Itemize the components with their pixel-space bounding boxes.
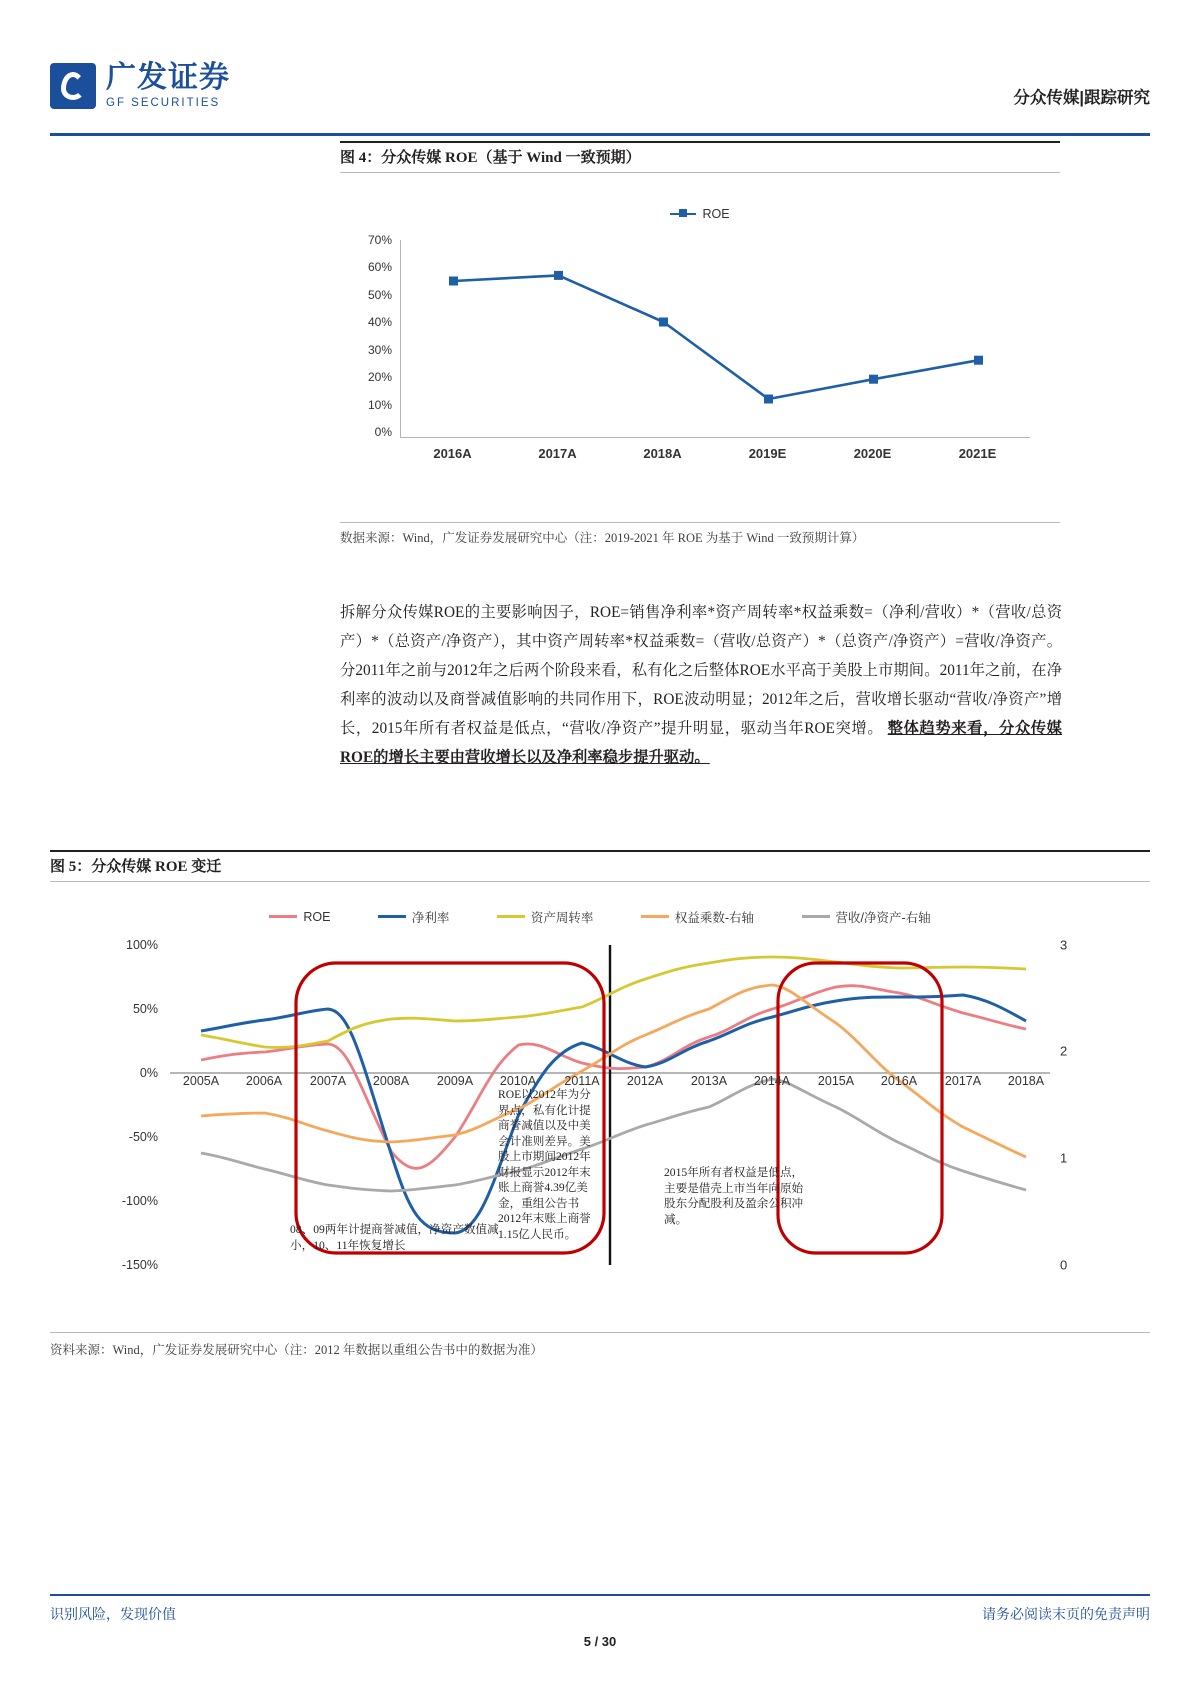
figure5-plot-frame — [170, 945, 1050, 1265]
footer-slogan: 识别风险，发现价值 — [50, 1608, 176, 1623]
figure5-legend — [50, 907, 1150, 926]
figure4-top-rule — [340, 141, 1060, 143]
figure5-plot — [50, 937, 1150, 1287]
x-tick-2017A: 2017A — [944, 1074, 982, 1088]
legend-swatch-asset-turnover-icon — [497, 915, 525, 918]
y2-left-tick-100: 100% — [126, 938, 158, 952]
y2-right-tick-1: 1 — [1060, 1150, 1068, 1166]
figure4-title: 图 4：分众传媒 ROE（基于 Wind 一致预期） — [340, 150, 641, 166]
x-tick-2016A: 2016A — [880, 1074, 918, 1088]
legend-label: ROE — [702, 206, 730, 221]
x-tick-2: 2018A — [643, 446, 682, 461]
figure5-chart-area — [50, 885, 1150, 1305]
y-tick-0: 0% — [374, 425, 392, 439]
legend-item-roe — [670, 207, 729, 221]
y-tick-60: 60% — [367, 260, 392, 275]
legend-label: ROE — [303, 909, 331, 924]
x-tick-2008A: 2008A — [372, 1074, 410, 1088]
y2-left-tick-n50: -50% — [128, 1130, 158, 1144]
brand-logo — [50, 62, 230, 110]
y2-left-tick-50: 50% — [132, 1002, 158, 1016]
y2-left-tick-n100: -100% — [121, 1194, 158, 1208]
y-tick-20: 20% — [367, 370, 392, 385]
annotation-right: 2015年所有者权益是低点，主要是借壳上市当年向原始股东分配股利及盈余公积冲减。 — [664, 1166, 804, 1226]
legend-item-roe — [269, 910, 330, 924]
x-tick-3: 2019E — [748, 446, 787, 461]
y-tick-50: 50% — [367, 287, 392, 302]
x-tick-2015A: 2015A — [817, 1074, 855, 1088]
legend-label: 权益乘数-右轴 — [674, 910, 755, 925]
x-tick-4: 2020E — [853, 446, 892, 461]
figure4-legend — [340, 204, 1060, 221]
figure5-series-svg — [170, 945, 1050, 1265]
header-divider — [50, 133, 1150, 136]
legend-swatch-roe-icon — [269, 915, 297, 918]
report-series-title: 分众传媒|跟踪研究 — [1013, 89, 1150, 107]
legend-label: 净利率 — [411, 910, 450, 925]
x-tick-2006A: 2006A — [245, 1074, 283, 1088]
figure4-plot-frame — [400, 240, 1030, 438]
x-tick-5: 2021E — [958, 446, 997, 461]
body-paragraph — [340, 598, 1062, 772]
legend-item-net-margin — [378, 908, 450, 926]
y2-right-tick-3: 3 — [1060, 937, 1068, 953]
legend-label: 资产周转率 — [530, 910, 594, 925]
y2-left-tick-0: 0% — [139, 1066, 158, 1080]
legend-swatch-revenue-equity-icon — [802, 915, 830, 918]
x-tick-2009A: 2009A — [436, 1074, 474, 1088]
x-tick-2010A: 2010A — [499, 1074, 537, 1088]
legend-item-revenue-equity — [802, 908, 931, 926]
x-tick-2012A: 2012A — [626, 1074, 664, 1088]
legend-swatch-line-icon — [670, 213, 696, 216]
x-tick-2007A: 2007A — [309, 1074, 347, 1088]
gf-logo-icon — [50, 63, 96, 109]
page-number: 5 / 30 — [583, 1634, 617, 1649]
y-tick-10: 10% — [367, 397, 392, 412]
x-tick-0: 2016A — [433, 446, 472, 461]
x-tick-2014A: 2014A — [753, 1074, 791, 1088]
paragraph-emphasis: 整体趋势来看，分众传媒ROE的增长主要由营收增长以及净利率稳步提升驱动。 — [340, 720, 1062, 766]
legend-label: 营收/净资产-右轴 — [835, 910, 931, 925]
figure5-source: 资料来源：Wind，广发证券发展研究中心（注：2012 年数据以重组公告书中的数据为准） — [50, 1343, 543, 1357]
x-tick-2018A: 2018A — [1007, 1074, 1045, 1088]
figure5-title-rule — [50, 881, 1150, 882]
annotation-middle: ROE以2012年为分界点，私有化计提商誉减值以及中美会计准则差异。美股上市期间2012年财报显示2012年末账上商誉4.39亿美金，重组公告书2012年末账上商誉1.15亿人民币。 — [498, 1088, 591, 1241]
footer-disclaimer: 请务必阅读末页的免责声明 — [982, 1608, 1150, 1623]
x-tick-2005A: 2005A — [182, 1074, 220, 1088]
legend-swatch-equity-multiplier-icon — [641, 915, 669, 918]
figure5-source-rule — [50, 1332, 1150, 1333]
x-tick-1: 2017A — [538, 446, 577, 461]
brand-name-en: GF SECURITIES — [106, 97, 221, 109]
legend-swatch-net-margin-icon — [378, 915, 406, 918]
y2-left-tick-n150: -150% — [121, 1258, 158, 1272]
legend-item-equity-multiplier — [641, 908, 754, 926]
figure4-title-rule — [340, 172, 1060, 173]
paragraph-text: 拆解分众传媒ROE的主要影响因子，ROE=销售净利率*资产周转率*权益乘数=（净利/营收）*（营收/总资产）*（总资产/净资产），其中资产周转率*权益乘数=（营收/总资产）*（总资产/净资产）=营收/净资产。分2011年之前与2012年之后两个阶段来看，私有化之后整体ROE水平高于美股上市期间。2011年之前，在净利率的波动以及商誉减值影响的共同作用下，ROE波动明显；2012年之后，营收增长驱动“营收/净资产”增长，2015年所有者权益是低点，“营收/净资产”提升明显，驱动当年ROE突增。 — [340, 604, 1062, 737]
footer-divider — [50, 1594, 1150, 1596]
legend-item-asset-turnover — [497, 908, 594, 926]
annotation-left: 08、09两年计提商誉减值，净资产数值减小，10、11年恢复增长 — [290, 1223, 499, 1252]
y-tick-30: 30% — [367, 342, 392, 357]
figure4-source-rule — [340, 522, 1060, 523]
figure5-top-rule — [50, 850, 1150, 852]
x-tick-2013A: 2013A — [690, 1074, 728, 1088]
y-tick-70: 70% — [367, 233, 392, 247]
brand-name-cn: 广发证券 — [106, 61, 230, 94]
y2-right-tick-0: 0 — [1060, 1257, 1068, 1273]
figure4-source: 数据来源：Wind，广发证券发展研究中心（注：2019-2021 年 ROE 为基于 Wind 一致预期计算） — [340, 531, 865, 545]
y2-right-tick-2: 2 — [1060, 1043, 1068, 1059]
x-tick-2011A: 2011A — [564, 1074, 600, 1088]
y-tick-40: 40% — [367, 315, 392, 330]
figure4-chart-area — [340, 176, 1060, 526]
figure4-series-svg — [401, 240, 1031, 438]
page-header — [50, 62, 1150, 140]
figure5-title: 图 5：分众传媒 ROE 变迁 — [50, 859, 222, 875]
figure4-plot — [340, 234, 1060, 474]
